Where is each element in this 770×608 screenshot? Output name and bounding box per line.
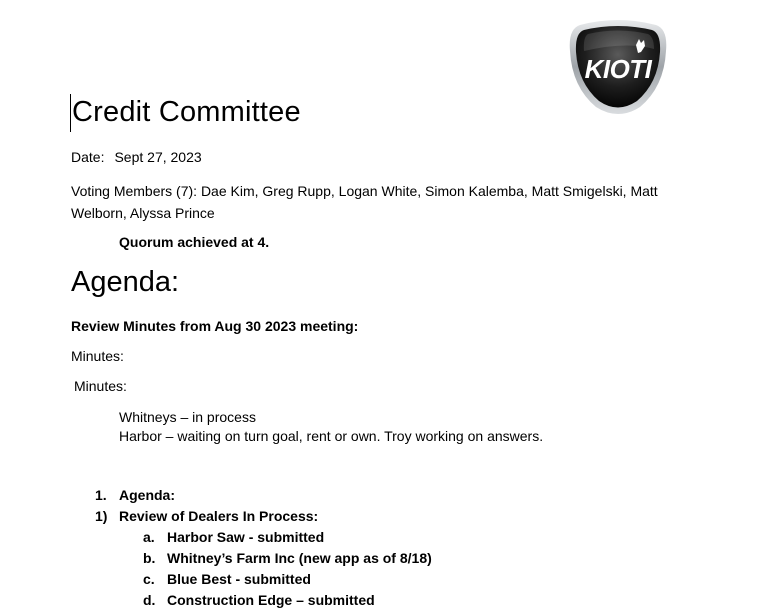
review-minutes-heading: Review Minutes from Aug 30 2023 meeting: [71, 318, 359, 334]
minutes-note: Whitneys – in process [119, 409, 256, 425]
sublist-text: Blue Best - submitted [167, 571, 311, 587]
sublist-marker: a. [143, 529, 155, 545]
sublist-marker: d. [143, 592, 156, 608]
sublist-item [143, 592, 375, 608]
list-text: Review of Dealers In Process: [119, 508, 319, 524]
date-label: Date: [71, 149, 105, 165]
minutes-note: Harbor – waiting on turn goal, rent or own. Troy working on answers. [119, 428, 544, 444]
list-text: Agenda: [119, 487, 175, 503]
sublist-marker: c. [143, 571, 155, 587]
document-title: Credit Committee [72, 96, 301, 128]
text-cursor [70, 94, 71, 132]
sublist-text: Harbor Saw - submitted [167, 529, 325, 545]
sublist-text: Whitney’s Farm Inc (new app as of 8/18) [167, 550, 432, 566]
list-marker: 1) [95, 508, 108, 524]
list-marker: 1. [95, 487, 107, 503]
list-item [95, 508, 318, 524]
sublist-item [143, 529, 324, 545]
quorum-note: Quorum achieved at 4. [119, 234, 270, 250]
sublist-item [143, 571, 311, 587]
date-value: Sept 27, 2023 [114, 149, 202, 165]
voting-members: Voting Members (7): Dae Kim, Greg Rupp, Logan White, Simon Kalemba, Matt Smigelski, Matt Welborn, Alyssa Prince [71, 183, 658, 221]
kioti-logo-text: KIOTI [584, 54, 652, 84]
kioti-logo-badge [566, 17, 670, 117]
minutes-label: Minutes: [71, 348, 124, 364]
meeting-date [71, 149, 202, 165]
list-item [95, 487, 175, 503]
sublist-marker: b. [143, 550, 156, 566]
agenda-heading: Agenda: [71, 266, 180, 298]
minutes-label: Minutes: [74, 378, 127, 394]
sublist-item [143, 550, 432, 566]
kioti-logo [566, 17, 670, 117]
sublist-text: Construction Edge – submitted [167, 592, 375, 608]
